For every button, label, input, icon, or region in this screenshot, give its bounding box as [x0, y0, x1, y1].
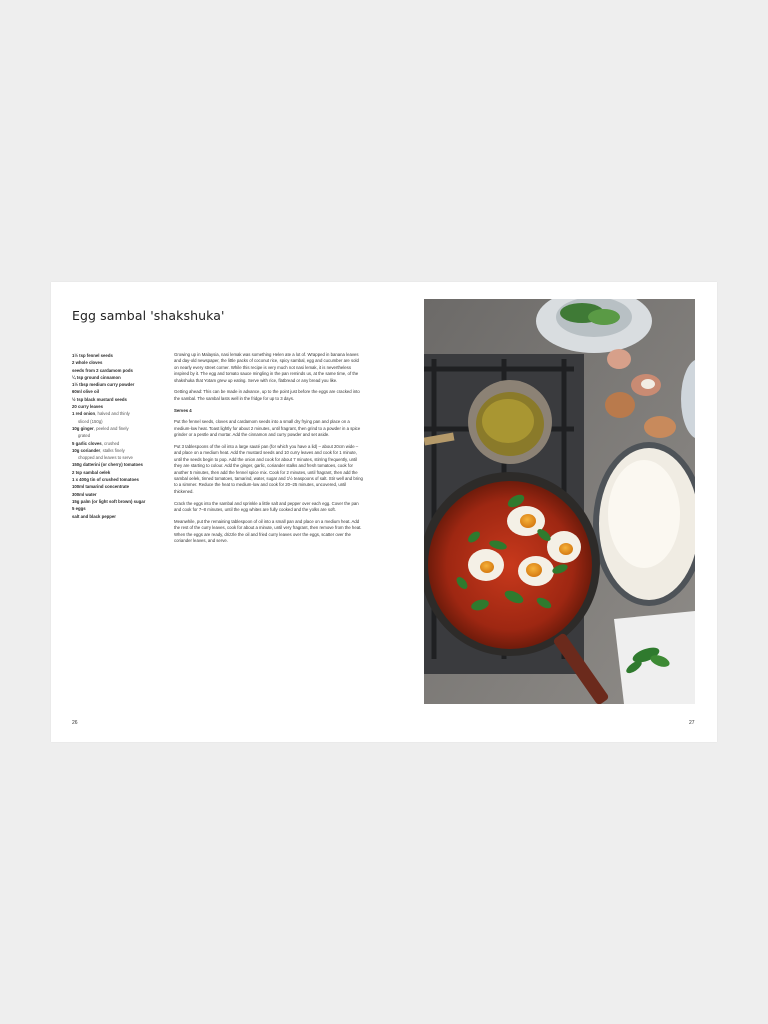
ingredient-item	[72, 454, 172, 461]
ingredient-item	[72, 367, 172, 374]
ingredient-item	[72, 432, 172, 439]
serves-label: Serves 4	[174, 407, 192, 413]
ingredient-item	[72, 498, 172, 505]
ingredient-name: 5 garlic cloves	[72, 440, 102, 446]
book-spread	[51, 282, 717, 742]
ingredient-name: 1 red onion	[72, 411, 96, 417]
ingredient-item	[72, 410, 172, 417]
ingredient-item	[72, 359, 172, 366]
ingredient-item	[72, 447, 172, 454]
method-text	[174, 352, 364, 550]
ingredient-item	[72, 440, 172, 447]
method-step: Crack the eggs into the sambal and sprinkle a little salt and pepper over each egg. Cover the pan and cook for 7–8 minutes, until the egg whites are fully cooked and the yolks are soft.	[174, 500, 359, 513]
page-number-right: 27	[689, 720, 695, 726]
ingredient-name: 15g palm (or light soft brown) sugar	[72, 498, 146, 504]
ingredient-name: 100ml tamarind concentrate	[72, 484, 130, 490]
ingredient-item	[72, 381, 172, 388]
dish-photo	[424, 299, 695, 704]
ingredient-name: 60ml olive oil	[72, 389, 99, 395]
getting-ahead-paragraph: Getting ahead: This can be made in advance, up to the point just before the eggs are cracked into the sambal. The sambal lasts well in the fridge for up to 3 days.	[174, 389, 360, 401]
ingredient-name: 20 curry leaves	[72, 404, 104, 410]
ingredient-name: 10g coriander	[72, 447, 101, 453]
ingredient-name: 2 tsp sambal oelek	[72, 469, 111, 475]
ingredient-item	[72, 461, 172, 468]
ingredient-name: 1½ tsp fennel seeds	[72, 353, 113, 358]
ingredient-name: salt and black pepper	[72, 513, 116, 519]
ingredient-name: 5 eggs	[72, 506, 86, 512]
ingredient-name: 1½ tbsp medium curry powder	[72, 382, 135, 388]
ingredient-name: ½ tsp black mustard seeds	[72, 396, 127, 402]
ingredient-item	[72, 374, 172, 381]
ingredient-item	[72, 483, 172, 490]
ingredient-note: grated	[78, 433, 91, 439]
method-step: Meanwhile, put the remaining tablespoon of oil into a small pan and place on a medium heat. Add the rest of the curry leaves, cook for about a minute, until very fragrant, then remove from the heat. When the eggs are ready, drizzle the oil and fried curry leaves over the eggs, scatter over the coriander leaves, and serve.	[174, 518, 362, 544]
ingredient-item	[72, 513, 172, 520]
ingredient-name: ¼ tsp ground cinnamon	[72, 374, 121, 380]
page-number-left: 26	[72, 720, 78, 726]
ingredient-note: , peeled and finely	[93, 425, 129, 431]
ingredient-note: , crushed	[101, 440, 120, 446]
ingredient-note: , halved and thinly	[95, 411, 130, 417]
ingredient-item	[72, 418, 172, 425]
ingredient-item	[72, 352, 172, 359]
ingredient-item	[72, 403, 172, 410]
ingredient-note: , stalks finely	[100, 447, 125, 453]
ingredient-note: sliced (150g)	[78, 418, 103, 424]
ingredient-item	[72, 491, 172, 498]
shakshuka-photo-illustration	[424, 299, 695, 704]
method-step: Put 3 tablespoons of the oil into a large sauté pan (for which you have a lid) – about 20cm wide – and place on a medium heat. Add the mustard seeds and 10 curry leaves and cook for 1 minute, until the seeds begin to pop. Add the onion and cook for about 7 minutes, stirring frequently, until they are starting to colour. Add the ginger, garlic, coriander stalks and fresh tomatoes, cook for another 5 minutes, then add the fennel spice mix. Cook for 2 minutes, until fragrant, then add the sambal oelek, tinned tomatoes, tamarind, water, sugar and 1½ teaspoons of salt. Stir well and bring to a simmer. Reduce the heat to medium-low and cook for 20–25 minutes, uncovered, until thickened.	[174, 444, 363, 494]
ingredient-item	[72, 469, 172, 476]
intro-paragraph: Growing up in Malaysia, nasi lemak was something Helen ate a lot of. Wrapped in banana leaves and day-old newspaper, the little packs of coconut rice, spicy sambal, egg and cucumber are sold on nearly every street corner. While this recipe is very much not nasi lemak, it is nevertheless inspired by it. The egg and tomato sauce mingling in the pan reminds us, at the same time, of the shakshuka that Yotam grew up eating. Serve with rice, flatbread or any bread you like.	[174, 352, 359, 383]
ingredient-item	[72, 505, 172, 512]
recipe-title: Egg sambal 'shakshuka'	[72, 308, 225, 323]
ingredient-name: 300ml water	[72, 491, 97, 497]
ingredient-name: 10g ginger	[72, 425, 94, 431]
ingredient-name: 150g datterini (or cherry) tomatoes	[72, 462, 143, 468]
method-step: Put the fennel seeds, cloves and cardamom seeds into a small dry frying pan and place on a medium-low heat. Toast lightly for about 2 minutes, until fragrant, then grind to a powder in a spice grinder or a pestle and mortar. Add the cinnamon and curry powder and set aside.	[174, 419, 361, 438]
ingredient-item	[72, 396, 172, 403]
ingredient-item	[72, 425, 172, 432]
ingredient-note: chopped and leaves to serve	[78, 455, 133, 461]
ingredient-list	[72, 352, 172, 520]
ingredient-item	[72, 476, 172, 483]
ingredient-name: 1 x 400g tin of crushed tomatoes	[72, 477, 139, 483]
ingredient-item	[72, 388, 172, 395]
ingredient-name: 2 whole cloves	[72, 360, 103, 366]
ingredient-name: seeds from 2 cardamom pods	[72, 367, 133, 373]
